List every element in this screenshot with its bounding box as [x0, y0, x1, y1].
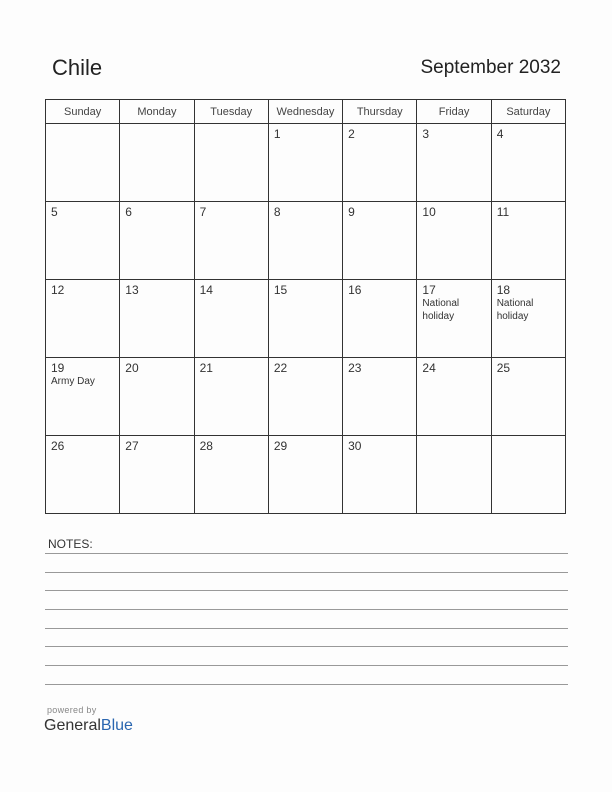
day-number: 10 — [422, 205, 436, 219]
day-number: 20 — [125, 361, 139, 375]
calendar-day-cell — [120, 436, 194, 514]
calendar-day-cell — [268, 280, 342, 358]
holiday-label: National — [422, 298, 460, 309]
calendar-day-cell — [491, 202, 565, 280]
calendar-day-cell — [417, 358, 491, 436]
calendar-day-cell — [268, 436, 342, 514]
day-number: 30 — [348, 439, 362, 453]
calendar-day-cell — [268, 358, 342, 436]
day-number: 16 — [348, 283, 362, 297]
notes-line — [45, 609, 568, 610]
country-title: Chile — [52, 55, 103, 80]
calendar-day-cell — [417, 124, 491, 202]
calendar-day-cell — [46, 358, 120, 436]
weekday-header: Thursday — [343, 100, 417, 124]
day-number: 3 — [422, 127, 430, 141]
holiday-label: holiday — [496, 311, 529, 322]
day-number: 5 — [51, 205, 58, 219]
day-number: 27 — [125, 439, 139, 453]
calendar-day-cell — [417, 280, 491, 358]
calendar-week-row — [46, 202, 566, 280]
calendar-day-cell — [120, 124, 194, 202]
day-number: 17 — [422, 283, 436, 297]
calendar-day-cell — [491, 280, 565, 358]
notes-line — [45, 628, 568, 629]
generalblue-logo — [44, 717, 133, 735]
calendar-day-cell — [417, 202, 491, 280]
calendar-day-cell — [46, 436, 120, 514]
calendar-day-cell — [120, 358, 194, 436]
day-number: 29 — [273, 439, 288, 453]
weekday-header: Saturday — [491, 100, 565, 124]
calendar-day-cell — [268, 124, 342, 202]
day-number: 1 — [273, 127, 281, 141]
calendar-day-cell — [343, 358, 417, 436]
calendar-day-cell — [417, 436, 491, 514]
calendar-day-cell — [194, 280, 268, 358]
brand-general-text: General — [44, 717, 101, 734]
weekday-header-row — [46, 100, 566, 124]
calendar-day-cell — [343, 280, 417, 358]
calendar-day-cell — [194, 358, 268, 436]
day-number: 26 — [51, 439, 65, 453]
day-number: 14 — [199, 283, 213, 297]
day-number: 22 — [273, 361, 288, 375]
calendar-day-cell — [343, 124, 417, 202]
day-number: 4 — [496, 127, 504, 141]
calendar-day-cell — [491, 358, 565, 436]
calendar-day-cell — [46, 202, 120, 280]
weekday-header: Sunday — [46, 100, 120, 124]
weekday-header: Friday — [417, 100, 491, 124]
holiday-label: National — [496, 298, 534, 309]
holiday-label: holiday — [422, 311, 455, 322]
weekday-header: Wednesday — [268, 100, 342, 124]
day-number: 23 — [348, 361, 362, 375]
calendar-day-cell — [120, 202, 194, 280]
notes-line — [45, 646, 568, 647]
day-number: 2 — [348, 127, 355, 141]
notes-line — [45, 553, 568, 554]
weekday-header: Tuesday — [194, 100, 268, 124]
notes-line — [45, 665, 568, 666]
brand-blue-text: Blue — [100, 717, 133, 734]
day-number: 7 — [199, 205, 207, 219]
calendar-day-cell — [46, 124, 120, 202]
calendar-day-cell — [194, 124, 268, 202]
calendar-day-cell — [491, 124, 565, 202]
calendar-day-cell — [120, 280, 194, 358]
calendar-day-cell — [343, 202, 417, 280]
holiday-label: Army Day — [51, 376, 95, 387]
day-number: 19 — [51, 361, 65, 375]
calendar-week-row — [46, 124, 566, 202]
day-number: 12 — [51, 283, 65, 297]
calendar-day-cell — [343, 436, 417, 514]
calendar-week-row — [46, 280, 566, 358]
calendar-week-row — [46, 436, 566, 514]
powered-by-label: powered by — [47, 705, 97, 715]
day-number: 18 — [496, 283, 511, 297]
calendar-day-cell — [268, 202, 342, 280]
notes-line — [45, 572, 568, 573]
weekday-header: Monday — [120, 100, 194, 124]
notes-label: NOTES: — [48, 537, 93, 551]
calendar-day-cell — [491, 436, 565, 514]
calendar-day-cell — [46, 280, 120, 358]
calendar-day-cell — [194, 436, 268, 514]
calendar-grid — [45, 99, 566, 514]
day-number: 11 — [496, 205, 510, 219]
day-number: 8 — [273, 205, 281, 219]
day-number: 13 — [125, 283, 139, 297]
calendar-week-row — [46, 358, 566, 436]
day-number: 24 — [422, 361, 436, 375]
month-year-title: September 2032 — [420, 57, 561, 78]
notes-line — [45, 684, 568, 685]
calendar-day-cell — [194, 202, 268, 280]
notes-line — [45, 590, 568, 591]
day-number: 9 — [348, 205, 355, 219]
day-number: 15 — [273, 283, 288, 297]
day-number: 25 — [496, 361, 511, 375]
day-number: 6 — [125, 205, 132, 219]
day-number: 21 — [199, 361, 213, 375]
day-number: 28 — [199, 439, 213, 453]
